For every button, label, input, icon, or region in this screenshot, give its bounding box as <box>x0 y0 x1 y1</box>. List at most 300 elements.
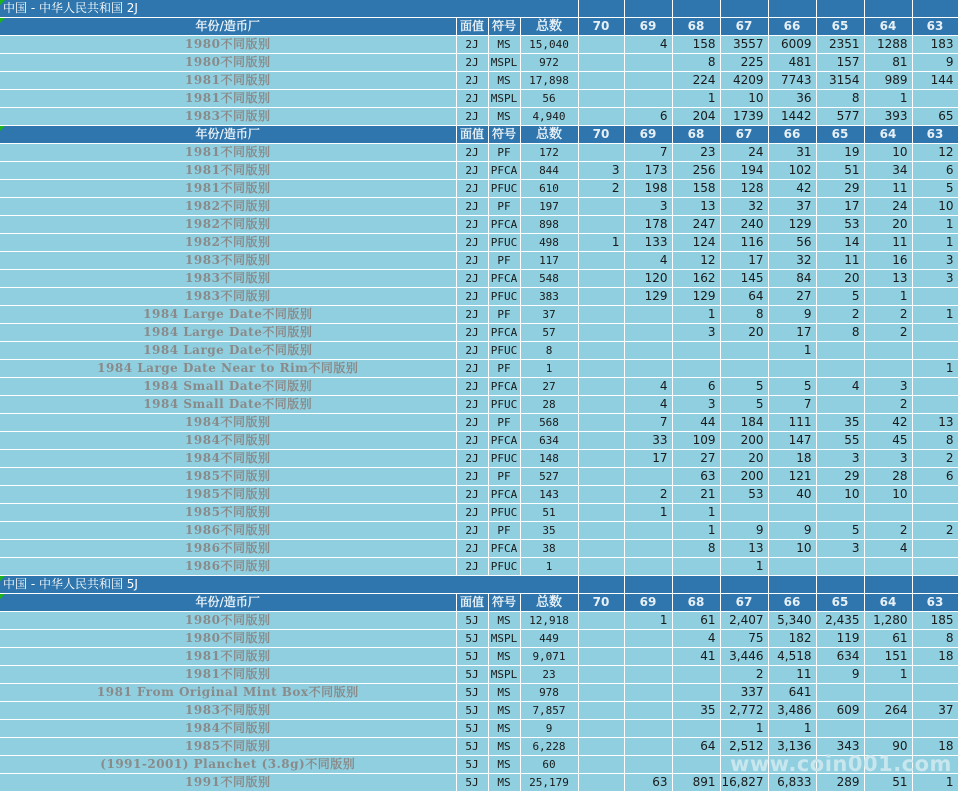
grade-count-cell: 18 <box>768 450 816 468</box>
table-row <box>0 72 958 90</box>
denomination-cell: 2J <box>456 306 488 324</box>
denomination-cell: 2J <box>456 36 488 54</box>
header-denomination: 面值 <box>456 594 488 612</box>
grade-count-cell: 4 <box>624 378 672 396</box>
grade-count-cell <box>578 108 624 126</box>
grade-count-cell: 3 <box>864 378 912 396</box>
year-variety-cell: 1981 From Original Mint Box不同版别 <box>0 684 456 702</box>
header-grade: 63 <box>912 18 958 36</box>
grade-count-cell <box>578 414 624 432</box>
grade-count-cell: 51 <box>816 162 864 180</box>
total-cell: 117 <box>520 252 578 270</box>
grade-count-cell: 35 <box>672 702 720 720</box>
grade-count-cell: 5,340 <box>768 612 816 630</box>
cell-marker-icon <box>0 0 5 5</box>
table-row <box>0 198 958 216</box>
designation-cell: PFUC <box>488 234 520 252</box>
grade-count-cell <box>578 342 624 360</box>
grade-count-cell: 481 <box>768 54 816 72</box>
grade-count-cell <box>816 342 864 360</box>
year-variety-cell: 1983不同版别 <box>0 252 456 270</box>
grade-count-cell: 12 <box>912 144 958 162</box>
grade-count-cell: 3 <box>578 162 624 180</box>
table-row <box>0 630 958 648</box>
total-cell: 15,040 <box>520 36 578 54</box>
grade-count-cell <box>578 468 624 486</box>
table-row <box>0 324 958 342</box>
denomination-cell: 2J <box>456 540 488 558</box>
table-row <box>0 162 958 180</box>
grade-count-cell: 1,280 <box>864 612 912 630</box>
grade-count-cell: 8 <box>912 432 958 450</box>
grade-count-cell: 204 <box>672 108 720 126</box>
table-row <box>0 612 958 630</box>
grade-count-cell: 10 <box>816 486 864 504</box>
grade-count-cell: 11 <box>864 234 912 252</box>
table-row <box>0 414 958 432</box>
grade-count-cell: 1 <box>768 720 816 738</box>
header-grade: 65 <box>816 18 864 36</box>
grade-count-cell: 5 <box>912 180 958 198</box>
grade-count-cell <box>912 324 958 342</box>
grade-count-cell: 13 <box>720 540 768 558</box>
grade-count-cell: 119 <box>816 630 864 648</box>
grade-count-cell: 13 <box>912 414 958 432</box>
grade-count-cell: 1 <box>720 720 768 738</box>
grade-count-cell: 393 <box>864 108 912 126</box>
grade-count-cell: 9 <box>816 666 864 684</box>
grade-count-cell: 1 <box>578 234 624 252</box>
year-variety-cell: 1981不同版别 <box>0 144 456 162</box>
designation-cell: MS <box>488 774 520 792</box>
grade-count-cell: 225 <box>720 54 768 72</box>
designation-cell: MS <box>488 684 520 702</box>
grade-count-cell <box>624 666 672 684</box>
grade-count-cell: 6 <box>672 378 720 396</box>
denomination-cell: 2J <box>456 378 488 396</box>
total-cell: 23 <box>520 666 578 684</box>
grade-count-cell <box>912 378 958 396</box>
grade-count-cell: 8 <box>672 54 720 72</box>
grade-count-cell: 2 <box>816 306 864 324</box>
grade-count-cell: 61 <box>672 612 720 630</box>
header-grade: 67 <box>720 126 768 144</box>
grade-count-cell: 29 <box>816 180 864 198</box>
grade-count-cell <box>912 342 958 360</box>
grade-count-cell: 42 <box>864 414 912 432</box>
header-grade: 70 <box>578 126 624 144</box>
grade-count-cell: 240 <box>720 216 768 234</box>
grade-count-cell: 1 <box>864 288 912 306</box>
total-cell: 1 <box>520 360 578 378</box>
denomination-cell: 2J <box>456 234 488 252</box>
grade-count-cell <box>624 324 672 342</box>
grade-count-cell <box>816 504 864 522</box>
denomination-cell: 2J <box>456 162 488 180</box>
grade-count-cell: 56 <box>768 234 816 252</box>
designation-cell: PF <box>488 198 520 216</box>
grade-count-cell <box>578 396 624 414</box>
total-cell: 56 <box>520 90 578 108</box>
grade-count-cell: 634 <box>816 648 864 666</box>
grade-count-cell: 11 <box>768 666 816 684</box>
designation-cell: PF <box>488 522 520 540</box>
grade-count-cell: 27 <box>768 288 816 306</box>
grade-count-cell: 3 <box>816 540 864 558</box>
table-row <box>0 720 958 738</box>
grade-count-cell: 12 <box>672 252 720 270</box>
grade-count-cell <box>672 756 720 774</box>
designation-cell: MS <box>488 36 520 54</box>
grade-count-cell: 18 <box>912 738 958 756</box>
grade-count-cell: 129 <box>672 288 720 306</box>
grade-count-cell: 4,518 <box>768 648 816 666</box>
total-cell: 37 <box>520 306 578 324</box>
denomination-cell: 2J <box>456 144 488 162</box>
grade-count-cell: 3 <box>672 324 720 342</box>
designation-cell: PFUC <box>488 558 520 576</box>
header-year-mint <box>0 18 456 36</box>
denomination-cell: 2J <box>456 414 488 432</box>
year-variety-cell: 1980不同版别 <box>0 612 456 630</box>
denomination-cell: 2J <box>456 504 488 522</box>
grade-count-cell: 17 <box>624 450 672 468</box>
grade-count-cell: 198 <box>624 180 672 198</box>
table-row <box>0 504 958 522</box>
grade-count-cell: 45 <box>864 432 912 450</box>
table-row <box>0 144 958 162</box>
year-variety-cell: 1986不同版别 <box>0 540 456 558</box>
year-variety-cell: 1981不同版别 <box>0 90 456 108</box>
grade-count-cell: 3 <box>864 450 912 468</box>
header-grade: 68 <box>672 18 720 36</box>
grade-count-cell: 609 <box>816 702 864 720</box>
grade-count-cell <box>768 504 816 522</box>
grade-count-cell: 1 <box>912 216 958 234</box>
grade-count-cell: 147 <box>768 432 816 450</box>
cell-marker-icon <box>0 576 5 581</box>
denomination-cell: 2J <box>456 558 488 576</box>
grade-count-cell: 17 <box>768 324 816 342</box>
grade-count-cell <box>864 504 912 522</box>
grade-count-cell: 1 <box>672 522 720 540</box>
table-row <box>0 468 958 486</box>
grade-count-cell: 120 <box>624 270 672 288</box>
grade-count-cell: 158 <box>672 36 720 54</box>
grade-count-cell: 20 <box>864 216 912 234</box>
grade-count-cell: 64 <box>672 738 720 756</box>
grade-count-cell: 337 <box>720 684 768 702</box>
grade-count-cell <box>624 684 672 702</box>
grade-count-cell <box>720 342 768 360</box>
total-cell: 634 <box>520 432 578 450</box>
grade-count-cell: 24 <box>864 198 912 216</box>
grade-count-cell <box>578 702 624 720</box>
grade-count-cell: 23 <box>672 144 720 162</box>
grade-count-cell: 1 <box>672 90 720 108</box>
grade-count-cell <box>864 360 912 378</box>
denomination-cell: 5J <box>456 684 488 702</box>
designation-cell: PF <box>488 252 520 270</box>
grade-count-cell <box>578 648 624 666</box>
year-variety-cell: 1982不同版别 <box>0 198 456 216</box>
grade-count-cell <box>578 270 624 288</box>
grade-count-cell: 9 <box>912 54 958 72</box>
year-variety-cell: 1982不同版别 <box>0 216 456 234</box>
grade-count-cell: 16,827 <box>720 774 768 792</box>
year-variety-cell: 1985不同版别 <box>0 486 456 504</box>
denomination-cell: 2J <box>456 216 488 234</box>
grade-count-cell <box>624 306 672 324</box>
grade-count-cell: 2 <box>864 396 912 414</box>
table-row <box>0 234 958 252</box>
denomination-cell: 5J <box>456 702 488 720</box>
denomination-cell: 5J <box>456 612 488 630</box>
grade-count-cell: 4 <box>864 540 912 558</box>
denomination-cell: 2J <box>456 342 488 360</box>
grade-count-cell: 20 <box>720 450 768 468</box>
grade-count-cell <box>912 684 958 702</box>
grade-count-cell <box>912 504 958 522</box>
section-title-row <box>0 0 958 18</box>
header-grade: 66 <box>768 126 816 144</box>
denomination-cell: 2J <box>456 108 488 126</box>
designation-cell: PFCA <box>488 162 520 180</box>
grade-count-cell: 34 <box>864 162 912 180</box>
grade-count-cell: 289 <box>816 774 864 792</box>
total-cell: 972 <box>520 54 578 72</box>
total-cell: 17,898 <box>520 72 578 90</box>
grade-count-cell: 10 <box>768 540 816 558</box>
grade-count-cell: 13 <box>864 270 912 288</box>
year-variety-cell: 1984不同版别 <box>0 720 456 738</box>
header-grade: 69 <box>624 18 672 36</box>
grade-count-cell: 2 <box>912 522 958 540</box>
grade-count-cell <box>624 756 672 774</box>
grade-count-cell: 194 <box>720 162 768 180</box>
grade-count-cell <box>624 522 672 540</box>
grade-count-cell: 116 <box>720 234 768 252</box>
grade-count-cell: 200 <box>720 468 768 486</box>
denomination-cell: 5J <box>456 738 488 756</box>
table-row <box>0 288 958 306</box>
grade-count-cell: 19 <box>816 144 864 162</box>
grade-count-cell: 44 <box>672 414 720 432</box>
grade-count-cell: 20 <box>720 324 768 342</box>
year-variety-cell: 1984 Large Date不同版别 <box>0 306 456 324</box>
grade-count-cell: 2,512 <box>720 738 768 756</box>
year-variety-cell: 1984 Large Date不同版别 <box>0 324 456 342</box>
designation-cell: PFUC <box>488 396 520 414</box>
grade-count-cell: 173 <box>624 162 672 180</box>
designation-cell: PFCA <box>488 216 520 234</box>
grade-count-cell <box>578 684 624 702</box>
total-cell: 148 <box>520 450 578 468</box>
grade-count-cell: 1 <box>672 504 720 522</box>
grade-count-cell <box>720 360 768 378</box>
grade-count-cell: 3 <box>816 450 864 468</box>
table-row <box>0 702 958 720</box>
grade-count-cell: 33 <box>624 432 672 450</box>
header-grade: 64 <box>864 594 912 612</box>
grade-count-cell: 641 <box>768 684 816 702</box>
grade-count-cell: 133 <box>624 234 672 252</box>
grade-count-cell <box>578 756 624 774</box>
designation-cell: PF <box>488 468 520 486</box>
grade-count-cell: 40 <box>768 486 816 504</box>
total-cell: 9,071 <box>520 648 578 666</box>
designation-cell: PFCA <box>488 486 520 504</box>
designation-cell: MSPL <box>488 90 520 108</box>
year-variety-cell: 1984不同版别 <box>0 450 456 468</box>
grade-count-cell <box>864 720 912 738</box>
grade-count-cell: 3 <box>672 396 720 414</box>
grade-count-cell: 5 <box>816 288 864 306</box>
year-variety-cell: 1984 Large Date Near to Rim不同版别 <box>0 360 456 378</box>
grade-count-cell: 3,136 <box>768 738 816 756</box>
cell-marker-icon <box>0 594 5 599</box>
total-cell: 197 <box>520 198 578 216</box>
section-title-row <box>0 576 958 594</box>
total-cell: 57 <box>520 324 578 342</box>
year-variety-cell: 1984不同版别 <box>0 432 456 450</box>
grade-count-cell: 1 <box>864 90 912 108</box>
grade-count-cell <box>578 738 624 756</box>
grade-count-cell: 1288 <box>864 36 912 54</box>
grade-count-cell: 17 <box>720 252 768 270</box>
year-variety-cell: 1981不同版别 <box>0 180 456 198</box>
total-cell: 449 <box>520 630 578 648</box>
grade-count-cell <box>578 450 624 468</box>
header-grade: 66 <box>768 18 816 36</box>
total-cell: 6,228 <box>520 738 578 756</box>
year-variety-cell: 1985不同版别 <box>0 738 456 756</box>
grade-count-cell: 2 <box>864 324 912 342</box>
grade-count-cell: 162 <box>672 270 720 288</box>
header-year-mint <box>0 594 456 612</box>
total-cell: 51 <box>520 504 578 522</box>
grade-count-cell <box>672 684 720 702</box>
grade-count-cell: 200 <box>720 432 768 450</box>
total-cell: 383 <box>520 288 578 306</box>
grade-count-cell: 182 <box>768 630 816 648</box>
grade-count-cell: 63 <box>672 468 720 486</box>
total-cell: 898 <box>520 216 578 234</box>
year-variety-cell: 1983不同版别 <box>0 288 456 306</box>
grade-count-cell: 224 <box>672 72 720 90</box>
header-grade: 66 <box>768 594 816 612</box>
designation-cell: PF <box>488 360 520 378</box>
grade-count-cell: 2 <box>864 306 912 324</box>
table-row <box>0 252 958 270</box>
grade-count-cell: 184 <box>720 414 768 432</box>
total-cell: 4,940 <box>520 108 578 126</box>
grade-count-cell: 55 <box>816 432 864 450</box>
grade-count-cell: 37 <box>768 198 816 216</box>
grade-count-cell: 1 <box>768 342 816 360</box>
table-row <box>0 216 958 234</box>
denomination-cell: 2J <box>456 72 488 90</box>
grade-count-cell: 5 <box>720 396 768 414</box>
table-row <box>0 270 958 288</box>
grade-count-cell: 989 <box>864 72 912 90</box>
grade-count-cell: 3 <box>912 252 958 270</box>
table-row <box>0 666 958 684</box>
table-row <box>0 180 958 198</box>
grade-count-cell: 2351 <box>816 36 864 54</box>
grade-count-cell <box>578 288 624 306</box>
denomination-cell: 5J <box>456 720 488 738</box>
grade-count-cell: 7 <box>768 396 816 414</box>
table-row <box>0 54 958 72</box>
table-row <box>0 486 958 504</box>
header-grade: 67 <box>720 594 768 612</box>
section-title <box>0 0 578 18</box>
grade-count-cell: 6 <box>912 468 958 486</box>
grade-count-cell: 75 <box>720 630 768 648</box>
year-variety-cell: 1981不同版别 <box>0 666 456 684</box>
denomination-cell: 2J <box>456 54 488 72</box>
grade-count-cell <box>578 522 624 540</box>
grade-count-cell: 10 <box>864 486 912 504</box>
table-row <box>0 36 958 54</box>
grade-count-cell: 1 <box>912 306 958 324</box>
grade-count-cell: 36 <box>768 90 816 108</box>
year-variety-cell: 1984 Small Date不同版别 <box>0 378 456 396</box>
grade-count-cell <box>624 468 672 486</box>
header-row <box>0 18 958 36</box>
grade-count-cell <box>578 36 624 54</box>
denomination-cell: 5J <box>456 630 488 648</box>
header-year-mint <box>0 126 456 144</box>
table-row <box>0 432 958 450</box>
grade-count-cell: 51 <box>864 774 912 792</box>
section-title-text: 中国 - 中华人民共和国 2J <box>3 1 138 15</box>
grade-count-cell: 8 <box>912 630 958 648</box>
grade-count-cell: 84 <box>768 270 816 288</box>
grade-count-cell: 129 <box>624 288 672 306</box>
table-row <box>0 522 958 540</box>
grade-count-cell <box>578 360 624 378</box>
total-cell: 143 <box>520 486 578 504</box>
grade-count-cell: 3154 <box>816 72 864 90</box>
grade-count-cell <box>624 72 672 90</box>
table-row <box>0 684 958 702</box>
grade-count-cell: 27 <box>672 450 720 468</box>
designation-cell: PFCA <box>488 378 520 396</box>
header-grade: 68 <box>672 594 720 612</box>
grade-count-cell: 111 <box>768 414 816 432</box>
table-row <box>0 108 958 126</box>
grade-count-cell <box>578 144 624 162</box>
grade-count-cell: 3557 <box>720 36 768 54</box>
grade-count-cell: 16 <box>864 252 912 270</box>
designation-cell: PFUC <box>488 288 520 306</box>
grade-count-cell: 42 <box>768 180 816 198</box>
grade-count-cell: 63 <box>624 774 672 792</box>
total-cell: 1 <box>520 558 578 576</box>
grade-count-cell <box>864 342 912 360</box>
table-row <box>0 450 958 468</box>
total-cell: 7,857 <box>520 702 578 720</box>
total-cell: 978 <box>520 684 578 702</box>
year-variety-cell: 1984 Small Date不同版别 <box>0 396 456 414</box>
grade-count-cell: 145 <box>720 270 768 288</box>
header-grade: 68 <box>672 126 720 144</box>
header-year-mint-label: 年份/造币厂 <box>195 127 260 141</box>
grade-count-cell: 53 <box>720 486 768 504</box>
grade-count-cell: 2,772 <box>720 702 768 720</box>
